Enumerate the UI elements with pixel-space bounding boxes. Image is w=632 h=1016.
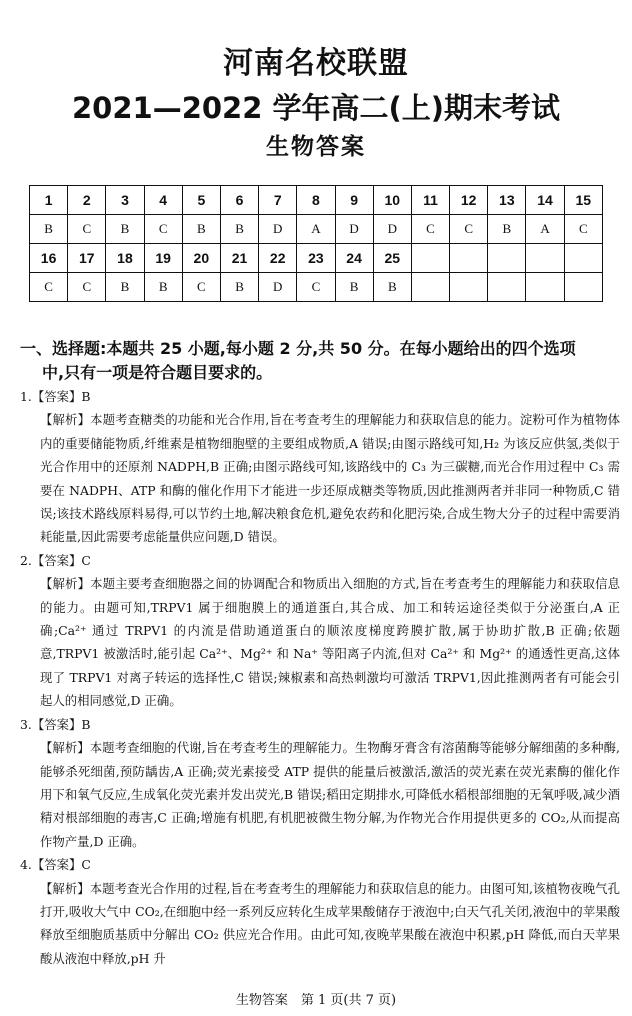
answer-letter-cell: D [259,273,297,302]
question-number-cell: 19 [144,244,182,273]
question-number-cell: 3 [106,186,144,215]
question-number-cell: 23 [297,244,335,273]
question-number-cell: 1 [30,186,68,215]
section-heading-line-1: 一、选择题:本题共 25 小题,每小题 2 分,共 50 分。在每小题给出的四个选项 [20,339,576,358]
answer-line: 2.【答案】C [20,552,91,568]
answer-letter-cell: C [411,215,449,244]
section-heading [20,337,620,385]
answer-letter-cell: B [182,215,220,244]
question-number-cell: 10 [373,186,411,215]
answer-letter-cell: C [450,215,488,244]
answer-letter-cell: C [144,215,182,244]
answer-letter-cell [526,273,564,302]
question-number-cell: 20 [182,244,220,273]
question-number-cell: 18 [106,244,144,273]
question-number-cell: 6 [220,186,258,215]
answer-letter-cell: B [106,273,144,302]
question-number-cell [411,244,449,273]
answer-letter-cell: C [564,215,602,244]
question-number-cell: 4 [144,186,182,215]
question-number-cell: 2 [68,186,106,215]
answer-table-number-row-2 [30,244,603,273]
answer-letter-cell [450,273,488,302]
question-number-cell [450,244,488,273]
question-number-cell: 24 [335,244,373,273]
answer-letter-cell: B [144,273,182,302]
question-number-cell: 17 [68,244,106,273]
exam-subtitle: 2021—2022 学年高二(上)期末考试 [71,91,561,125]
question-number-cell: 13 [488,186,526,215]
question-number-cell [564,244,602,273]
answer-table-answer-row-1 [30,215,603,244]
answer-table-number-row-1 [30,186,603,215]
answer-table-answer-row-2 [30,273,603,302]
page-footer: 生物答案 第 1 页(共 7 页) [235,993,397,1008]
question-block [20,713,620,853]
answer-letter-cell [488,273,526,302]
document-title: 生物答案 [266,134,366,160]
explanation-text: 【解析】本题考查光合作用的过程,旨在考查考生的理解能力和获取信息的能力。由图可知,该植物夜晚气孔打开,吸收大气中 CO₂,在细胞中经一系列反应转化生成苹果酸储存于液泡中;白天气孔关闭,液泡中的苹果酸释放至细胞质基质中分解出 CO₂ 供应光合作用。由此可知,夜晚苹果酸在液泡中积累,pH 降低,而白天苹果酸从液泡中释放,pH 升 [40,880,620,966]
question-block [20,385,620,549]
question-number-cell: 25 [373,244,411,273]
answer-letter-cell: A [526,215,564,244]
page-title: 河南名校联盟 [223,46,409,81]
answer-letter-cell: C [182,273,220,302]
question-block [20,549,620,713]
explanation-text: 【解析】本题考查细胞的代谢,旨在考查考生的理解能力。生物酶牙膏含有溶菌酶等能够分解细菌的多种酶,能够杀死细菌,预防龋齿,A 正确;荧光素接受 ATP 提供的能量后被激活,激活的荧光素在荧光素酶的催化作用下和氧气反应,生成氧化荧光素并发出荧光,B 错误;稻田定期排水,可降低水稻根部细胞的无氧呼吸,减少酒精对根部细胞的毒害,C 正确;增施有机肥,有机肥被微生物分解,为作物光合作用提供更多的 CO₂,从而提高作物产量,D 正确。 [40,740,620,849]
answer-table [29,185,603,302]
answer-letter-cell [564,273,602,302]
answer-letter-cell: B [335,273,373,302]
question-block [20,853,620,970]
answer-letter-cell: C [30,273,68,302]
question-number-cell: 16 [30,244,68,273]
question-number-cell: 22 [259,244,297,273]
answer-line: 1.【答案】B [20,389,91,404]
section-heading-line-2: 中,只有一项是符合题目要求的。 [42,363,273,382]
answer-letter-cell: C [68,215,106,244]
answers-body [20,385,620,970]
answer-line: 3.【答案】B [20,716,91,732]
answer-letter-cell: B [106,215,144,244]
answer-letter-cell: D [373,215,411,244]
answer-letter-cell: B [373,273,411,302]
question-number-cell: 7 [259,186,297,215]
question-number-cell: 15 [564,186,602,215]
answer-letter-cell: C [297,273,335,302]
answer-letter-cell: D [259,215,297,244]
question-number-cell [488,244,526,273]
explanation-text: 【解析】本题考查糖类的功能和光合作用,旨在考查考生的理解能力和获取信息的能力。淀粉可作为植物体内的重要储能物质,纤维素是植物细胞壁的主要组成物质,A 错误;由图示路线可知,H₂ 为该反应供氢,类似于光合作用中的还原剂 NADPH,B 正确;由图示路线可知,该路线中的 C₃ 为三碳糖,而光合作用过程中 C₃ 需要在 NADPH、ATP 和酶的催化作用下才能进一步还原成糖类等物质,因此推测两者并非同一种物质,C 错误;该技术路线原料易得,可以节约土地,解决粮食危机,避免农药和化肥污染,合成生物大分子的过程中需要消耗能量,因此需要考虑能量供应问题,D 错误。 [40,412,620,545]
question-number-cell [526,244,564,273]
question-number-cell: 12 [450,186,488,215]
answer-letter-cell: C [68,273,106,302]
question-number-cell: 5 [182,186,220,215]
question-number-cell: 8 [297,186,335,215]
question-number-cell: 11 [411,186,449,215]
answer-letter-cell: B [488,215,526,244]
answer-letter-cell: B [220,273,258,302]
answer-letter-cell: B [30,215,68,244]
answer-line: 4.【答案】C [20,857,91,873]
answer-letter-cell [411,273,449,302]
answer-letter-cell: D [335,215,373,244]
answer-letter-cell: B [220,215,258,244]
question-number-cell: 21 [220,244,258,273]
explanation-text: 【解析】本题主要考查细胞器之间的协调配合和物质出入细胞的方式,旨在考查考生的理解能力和获取信息的能力。由题可知,TRPV1 属于细胞膜上的通道蛋白,其合成、加工和转运途径类似于分泌蛋白,A 正确;Ca²⁺ 通过 TRPV1 的内流是借助通道蛋白的顺浓度梯度跨膜扩散,属于协助扩散,B 正确;依题意,TRPV1 被激活时,能引起 Ca²⁺、Mg²⁺ 和 Na⁺ 等阳离子内流,但对 Ca²⁺ 和 Mg²⁺ 的通透性更高,这体现了 TRPV1 对离子转运的选择性,C 错误;辣椒素和高热刺激均可激活 TRPV1,因此推测两者有可能会引起人的相同感觉,D 正确。 [40,576,620,709]
answer-letter-cell: A [297,215,335,244]
question-number-cell: 14 [526,186,564,215]
question-number-cell: 9 [335,186,373,215]
